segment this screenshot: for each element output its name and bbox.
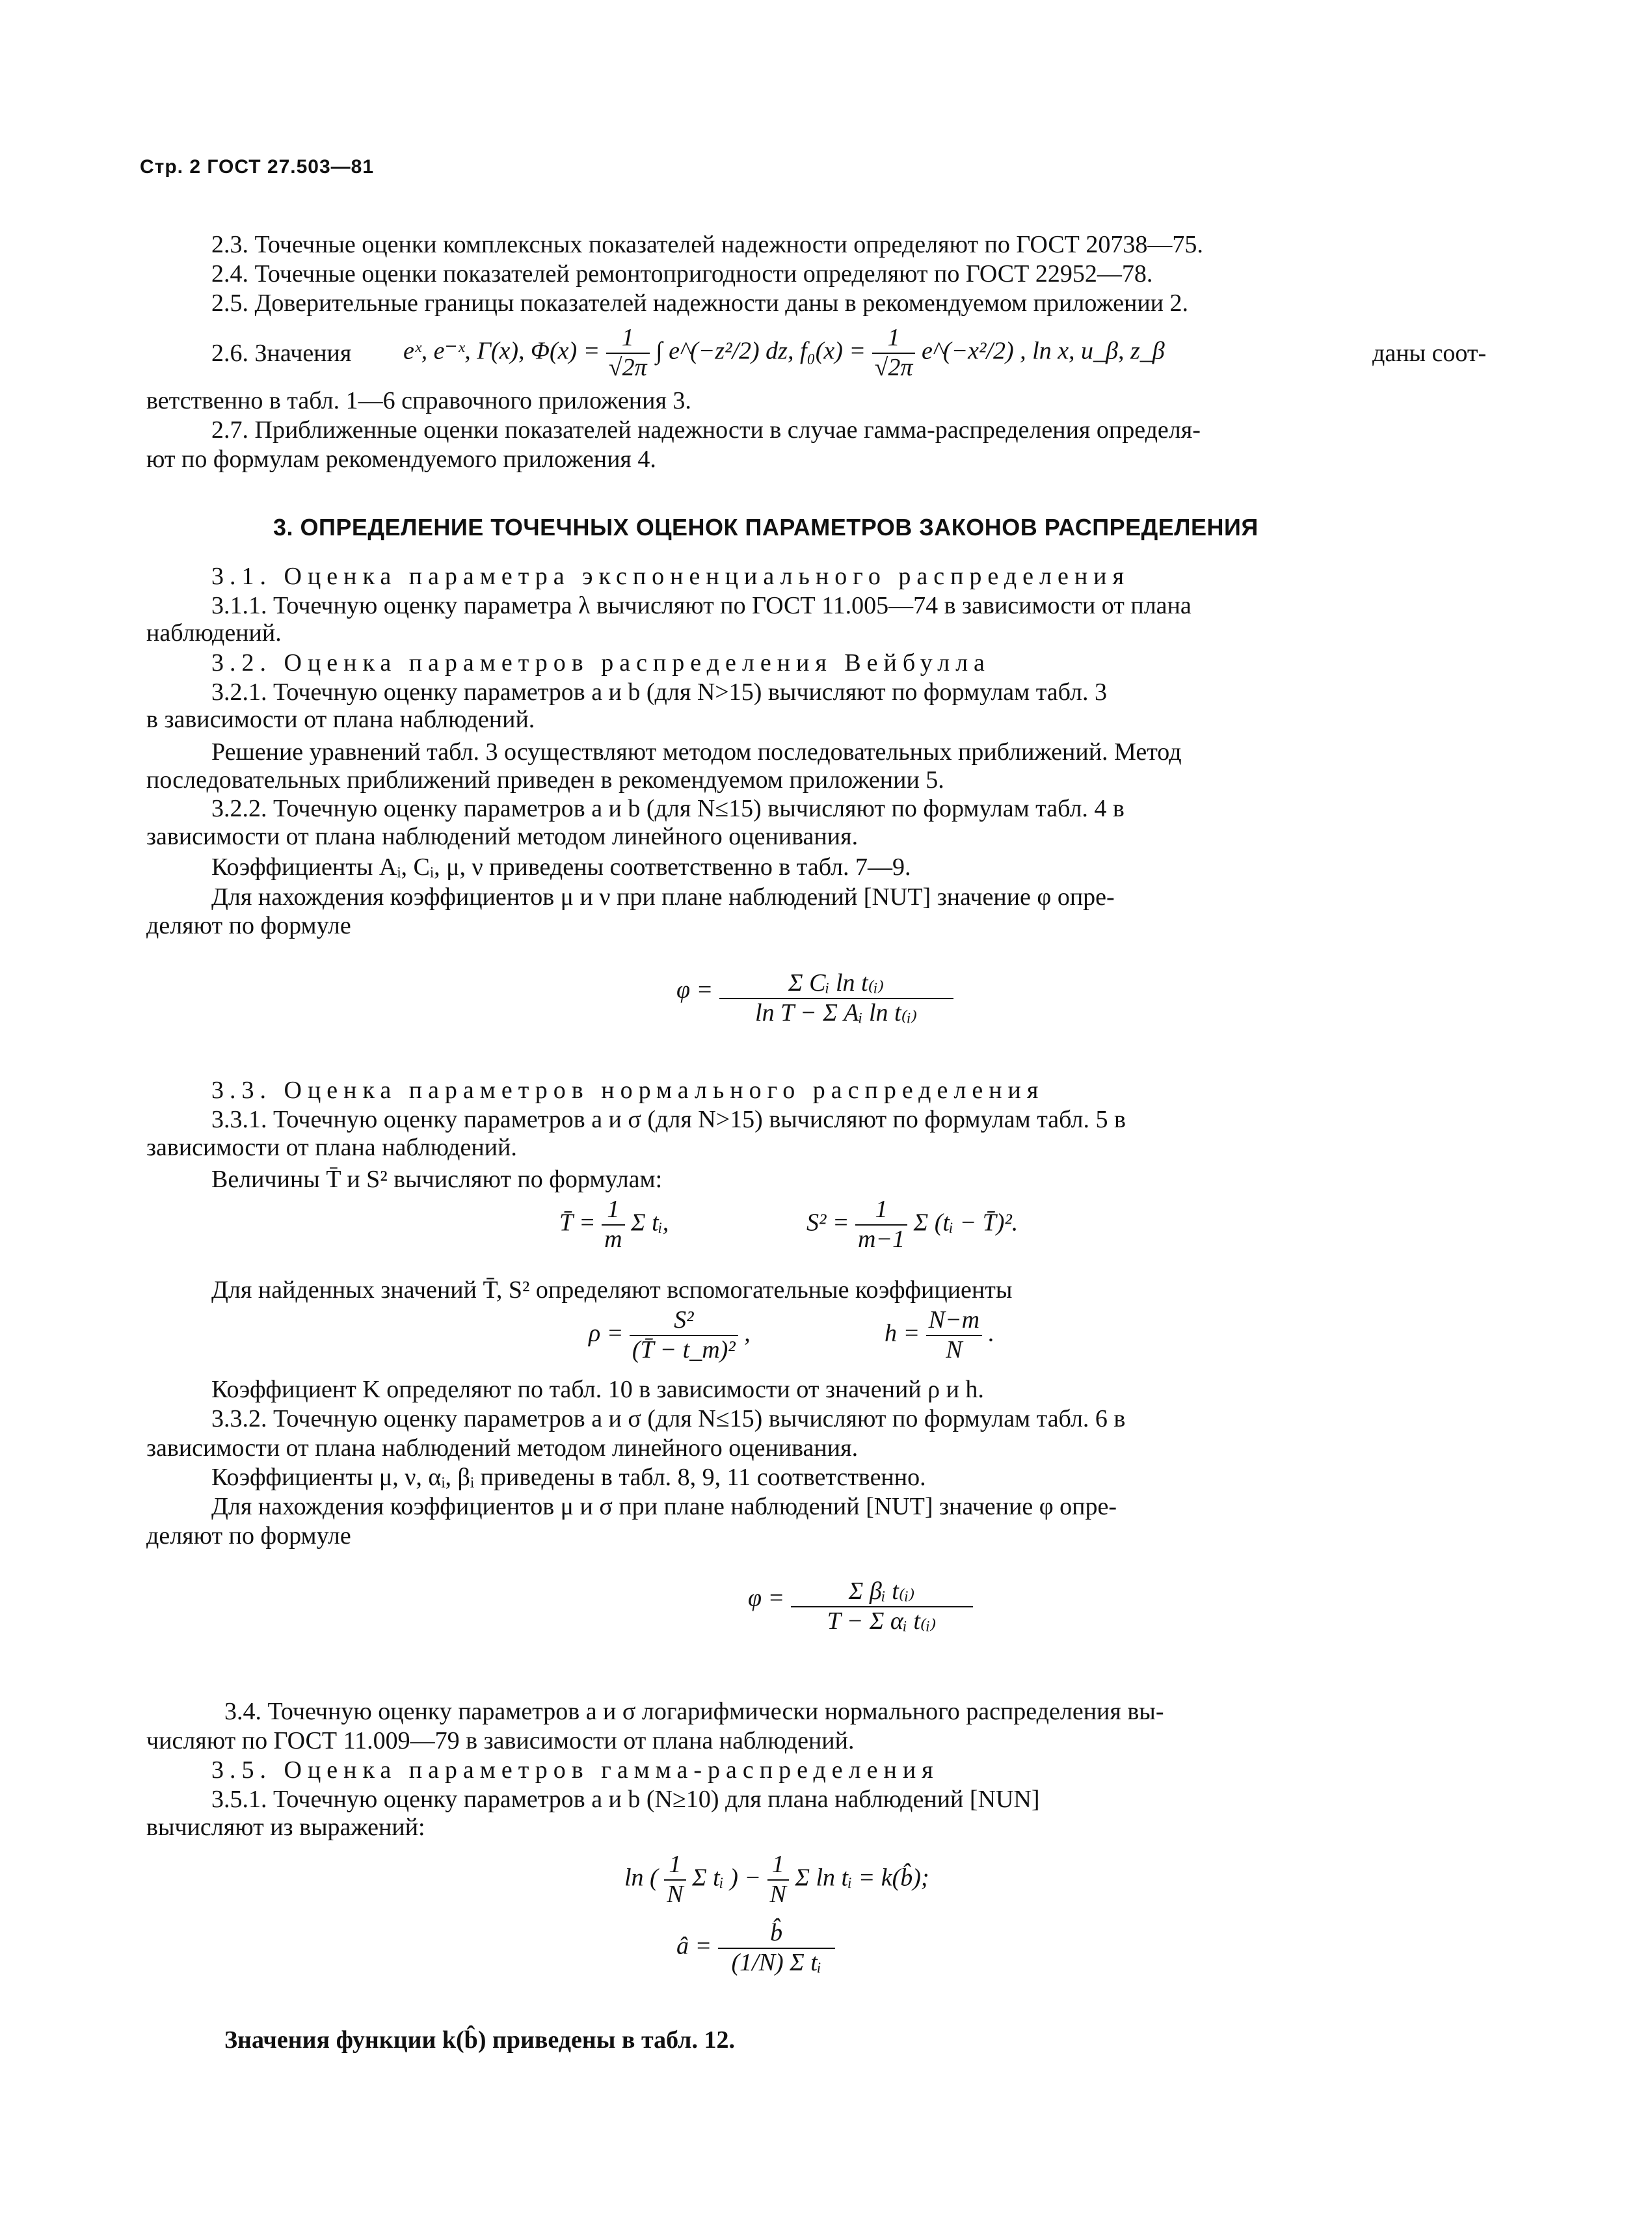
formula-s2-frac: [855, 1196, 907, 1254]
paragraph-3-2-1-b-cont: последовательных приближений приведен в рекомендуемом приложении 5.: [146, 766, 944, 794]
frac-denominator: N: [769, 1880, 786, 1908]
formula-2-6: [403, 324, 1165, 382]
frac-denominator: (1/N) Σ tᵢ: [731, 1948, 821, 1976]
formula-2-6-part-a: eˣ, e⁻ˣ, Γ(x), Φ(x) =: [403, 337, 600, 365]
paragraph-3-2-1: 3.2.1. Точечную оценку параметров a и b (для N>15) вычисляют по формулам табл. 3: [211, 678, 1107, 706]
paragraph-3-4: 3.4. Точечную оценку параметров a и σ логарифмически нормального распределения вы-: [224, 1698, 1164, 1725]
formula-phi-2-frac: [791, 1564, 973, 1635]
formula-phi-1-frac: [719, 956, 953, 1027]
frac-numerator: N−m: [926, 1306, 982, 1336]
frac-numerator: S²: [630, 1306, 738, 1336]
paragraph-3-3-2-phi: Для нахождения коэффициентов μ и σ при плане наблюдений [NUT] значение φ опре-: [211, 1493, 1117, 1520]
formula-rhs: Σ (tᵢ − T̄)².: [913, 1209, 1019, 1237]
paragraph-3-2-2-coef: Коэффициенты Aᵢ, Cᵢ, μ, ν приведены соответственно в табл. 7—9.: [211, 853, 911, 881]
paragraph-2-5: 2.5. Доверительные границы показателей надежности даны в рекомендуемом приложении 2.: [211, 289, 1189, 317]
formula-phi-2: [748, 1564, 973, 1635]
formula-2-6-frac1: [606, 324, 650, 382]
paragraph-2-3: 2.3. Точечные оценки комплексных показателей надежности определяют по ГОСТ 20738—75.: [211, 231, 1203, 258]
paragraph-2-7-cont: ют по формулам рекомендуемого приложения 4.: [146, 446, 656, 473]
formula-gamma-1: [624, 1851, 929, 1909]
section-3-title: 3. ОПРЕДЕЛЕНИЕ ТОЧЕЧНЫХ ОЦЕНОК ПАРАМЕТРОВ ЗАКОНОВ РАСПРЕДЕЛЕНИЯ: [273, 514, 1259, 541]
formula-part: Σ ln tᵢ = k(b̂);: [795, 1864, 929, 1892]
paragraph-3-2-2-phi-cont: деляют по формуле: [146, 912, 351, 939]
paragraph-3-3-2-coef: Коэффициенты μ, ν, αᵢ, βᵢ приведены в табл. 8, 9, 11 соответственно.: [211, 1464, 926, 1491]
heading-3-3: 3.3. Оценка параметров нормального распределения: [211, 1077, 1045, 1104]
frac-denominator: N: [946, 1335, 963, 1363]
formula-h-frac: [926, 1306, 982, 1364]
formula-lhs: φ =: [676, 976, 713, 1004]
frac-numerator: 1: [606, 324, 650, 354]
heading-3-5: 3.5. Оценка параметров гамма-распределения: [211, 1756, 939, 1784]
page-header: Стр. 2 ГОСТ 27.503—81: [140, 156, 375, 178]
frac-denominator: √2π: [608, 353, 647, 381]
formula-2-6-part-c: e^(−x²/2) , ln x, u_β, z_β: [921, 337, 1165, 365]
formula-lhs: S² =: [806, 1209, 849, 1237]
frac-numerator: 1: [767, 1851, 789, 1881]
paragraph-3-5-1-end: Значения функции k(b̂) приведены в табл. 12.: [224, 2026, 735, 2054]
paragraph-3-4-cont: числяют по ГОСТ 11.009—79 в зависимости от плана наблюдений.: [146, 1727, 855, 1754]
frac-denominator: N: [667, 1880, 684, 1908]
frac-denominator: ln T − Σ Aᵢ ln t₍ᵢ₎: [755, 999, 918, 1027]
paragraph-2-6-start: 2.6. Значения: [211, 340, 352, 367]
frac-denominator: m−1: [858, 1225, 905, 1253]
frac-numerator: 1: [872, 324, 916, 354]
frac-numerator: Σ Cᵢ ln t₍ᵢ₎: [719, 956, 953, 999]
formula-tbar-frac: [602, 1196, 624, 1254]
formula-s2: [806, 1196, 1018, 1254]
formula-rho: [589, 1306, 751, 1364]
formula-rhs: Σ tᵢ,: [631, 1209, 669, 1237]
paragraph-3-2-1-cont: в зависимости от плана наблюдений.: [146, 706, 535, 733]
formula-phi-1: [676, 956, 953, 1027]
frac-denominator: T − Σ αᵢ t₍ᵢ₎: [827, 1607, 937, 1635]
frac-numerator: b̂: [718, 1919, 835, 1949]
formula-gamma-1-frac2: [767, 1851, 789, 1909]
formula-lhs: ρ =: [589, 1319, 624, 1347]
formula-lhs: φ =: [748, 1584, 785, 1612]
paragraph-2-4: 2.4. Точечные оценки показателей ремонтопригодности определяют по ГОСТ 22952—78.: [211, 260, 1153, 288]
formula-2-6-frac2: [872, 324, 916, 382]
formula-tbar: [559, 1196, 669, 1254]
heading-3-1: 3.1. Оценка параметра экспоненциального распределения: [211, 563, 1130, 590]
formula-gamma-2: [676, 1919, 835, 1977]
frac-denominator: √2π: [874, 353, 913, 381]
formula-2-6-part-b: ∫ e^(−z²/2) dz, f₀(x) =: [656, 337, 866, 365]
frac-numerator: 1: [602, 1196, 624, 1226]
frac-numerator: Σ βᵢ t₍ᵢ₎: [791, 1564, 973, 1607]
frac-denominator: (T̄ − t_m)²: [632, 1335, 736, 1363]
paragraph-3-3-1-c: Для найденных значений T̄, S² определяют вспомогательные коэффициенты: [211, 1276, 1013, 1304]
formula-lhs: â =: [676, 1932, 712, 1960]
paragraph-3-2-2: 3.2.2. Точечную оценку параметров a и b (для N≤15) вычисляют по формулам табл. 4 в: [211, 795, 1125, 822]
formula-end-dot: .: [988, 1319, 995, 1347]
heading-3-2: 3.2. Оценка параметров распределения Вейбулла: [211, 649, 991, 677]
paragraph-3-3-2-cont: зависимости от плана наблюдений методом линейного оценивания.: [146, 1434, 859, 1462]
paragraph-3-2-1-b: Решение уравнений табл. 3 осуществляют методом последовательных приближений. Метод: [211, 738, 1182, 766]
formula-h: [885, 1306, 994, 1364]
formula-part: Σ tᵢ ) −: [692, 1864, 762, 1892]
formula-sep: ,: [744, 1319, 751, 1347]
paragraph-3-3-1-cont: зависимости от плана наблюдений.: [146, 1134, 517, 1161]
formula-rho-frac: [630, 1306, 738, 1364]
paragraph-3-2-2-phi: Для нахождения коэффициентов μ и ν при плане наблюдений [NUT] значение φ опре-: [211, 883, 1115, 911]
paragraph-3-3-1: 3.3.1. Точечную оценку параметров a и σ (для N>15) вычисляют по формулам табл. 5 в: [211, 1106, 1126, 1133]
formula-lhs: h =: [885, 1319, 920, 1347]
paragraph-3-3-1-k: Коэффициент K определяют по табл. 10 в зависимости от значений ρ и h.: [211, 1376, 984, 1403]
paragraph-3-5-1-cont: вычисляют из выражений:: [146, 1814, 425, 1841]
paragraph-3-5-1: 3.5.1. Точечную оценку параметров a и b (N≥10) для плана наблюдений [NUN]: [211, 1786, 1040, 1813]
frac-numerator: 1: [855, 1196, 907, 1226]
paragraph-3-3-1-b: Величины T̄ и S² вычисляют по формулам:: [211, 1166, 663, 1193]
paragraph-3-1-1: 3.1.1. Точечную оценку параметра λ вычисляют по ГОСТ 11.005—74 в зависимости от плана: [211, 592, 1192, 619]
paragraph-3-3-2-phi-cont: деляют по формуле: [146, 1522, 351, 1550]
paragraph-3-1-1-cont: наблюдений.: [146, 619, 282, 647]
paragraph-2-6-end: даны соот-: [1372, 340, 1487, 367]
formula-gamma-1-frac1: [664, 1851, 686, 1909]
paragraph-2-6-cont: ветственно в табл. 1—6 справочного приложения 3.: [146, 387, 691, 414]
paragraph-2-7: 2.7. Приближенные оценки показателей надежности в случае гамма-распределения определя-: [211, 416, 1201, 444]
paragraph-3-2-2-cont: зависимости от плана наблюдений методом линейного оценивания.: [146, 823, 859, 850]
frac-denominator: m: [604, 1225, 622, 1253]
formula-gamma-2-frac: [718, 1919, 835, 1977]
formula-lhs: T̄ =: [559, 1209, 596, 1237]
paragraph-3-3-2: 3.3.2. Точечную оценку параметров a и σ (для N≤15) вычисляют по формулам табл. 6 в: [211, 1405, 1126, 1432]
frac-numerator: 1: [664, 1851, 686, 1881]
formula-part: ln (: [624, 1864, 658, 1892]
